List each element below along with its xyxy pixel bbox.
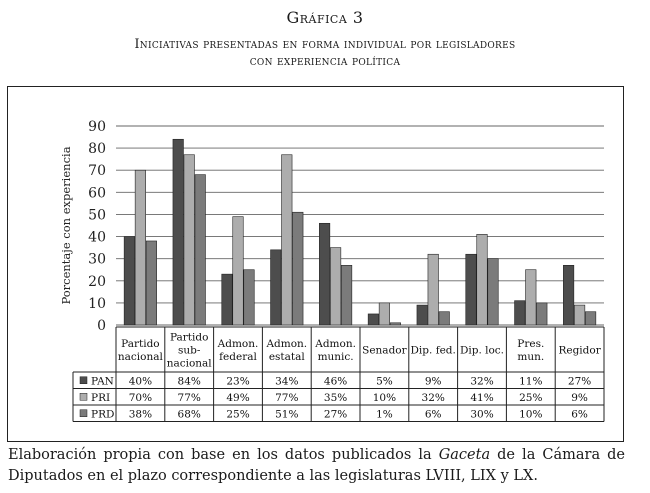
chart-title: Gráfica 3 [286,8,364,27]
bar-pan [319,223,330,325]
bar-pan [124,237,134,325]
subtitle-line-2: con experiencia política [249,53,401,68]
chart-subtitle [0,35,650,69]
data-label: 27% [323,408,348,421]
bar-pan [222,274,233,325]
bar-pri [574,305,585,325]
y-tick-label: 50 [88,207,106,224]
data-label: 32% [421,391,445,404]
bar-pan [368,314,379,325]
data-label: 23% [226,375,250,388]
bar-pri [379,303,390,325]
bar-pri [135,170,146,325]
category-label: Admon. [217,338,259,350]
bar-prd [293,212,304,325]
data-label: 70% [128,391,153,404]
category-label: munic. [317,351,354,363]
data-label: 35% [323,391,348,404]
category-label: Dip. loc. [459,344,505,357]
bar-pri [233,217,244,325]
category-label: Admon. [315,338,356,350]
y-tick-label: 60 [88,185,106,202]
category-label: Admon. [266,338,308,350]
legend-key-pri [80,393,87,400]
bar-pan [466,254,477,325]
subtitle-line-1: Iniciativas presentadas en forma individual por legisladores [134,36,516,51]
bar-prd [341,265,352,325]
bar-prd [439,312,450,325]
category-label: mun. [517,351,545,363]
bar-prd [146,241,157,325]
bar-prd [390,323,401,325]
data-label: 27% [567,375,592,388]
bar-pri [526,270,537,325]
category-label: nacional [117,351,163,363]
data-label: 40% [128,375,153,388]
y-tick-label: 40 [88,229,106,246]
data-label: 34% [275,375,299,388]
data-label: 77% [177,391,201,404]
category-label: estatal [268,351,305,363]
source-text-after: de la Cámara de Diputados en el plazo correspondiente a las legislaturas LVIII, LIX y LX. [8,447,625,484]
source-note [8,445,625,487]
category-label: Pres. [517,338,545,350]
bar-prd [585,312,596,325]
bar-pan [515,301,526,325]
data-label: 10% [519,408,543,421]
data-label: 6% [571,408,588,421]
bar-pri [330,248,341,325]
data-label: 46% [323,375,348,388]
bar-pan [173,139,184,325]
bar-prd [537,303,548,325]
y-tick-label: 90 [88,119,106,135]
legend-key-pan [80,377,87,384]
data-label: 41% [470,391,494,404]
data-label: 25% [519,391,543,404]
bar-pan [271,250,282,325]
data-label: 30% [470,408,494,421]
y-tick-label: 10 [88,295,106,312]
data-label: 6% [424,408,442,421]
legend-label-prd: PRD [91,408,115,421]
data-label: 38% [128,408,153,421]
data-label: 49% [226,391,250,404]
bar-pan [417,305,428,325]
category-label: Partido [121,338,160,350]
legend-label-pri: PRI [91,391,111,404]
legend-label-pan: PAN [91,375,114,388]
chart-frame [7,86,624,442]
bar-pan [563,265,574,325]
y-tick-label: 30 [88,251,106,268]
bar-pri [282,155,293,325]
category-label: Senador [362,344,407,357]
category-label: Regidor [558,344,601,357]
data-label: 77% [275,391,299,404]
bar-pri [184,155,195,325]
data-label: 1% [376,408,393,421]
data-label: 11% [519,375,543,388]
y-axis-label: Porcentaje con experiencia [59,146,73,305]
y-tick-label: 80 [88,141,106,158]
category-label: Partido [169,331,209,344]
data-label: 84% [177,375,201,388]
category-label: sub- [177,344,201,357]
bar-prd [488,259,499,325]
category-label: federal [219,351,257,363]
category-label: nacional [166,357,212,370]
y-tick-label: 20 [88,273,106,290]
bar-prd [244,270,255,325]
y-tick-label: 70 [88,163,106,180]
data-label: 9% [424,375,442,388]
category-label: Dip. fed. [410,344,456,357]
data-label: 5% [376,375,393,388]
data-label: 51% [275,408,299,421]
y-tick-label: 0 [97,318,106,334]
bar-chart [8,87,625,443]
data-label: 10% [372,391,397,404]
source-text-before: Elaboración propia con base en los datos publicados la [8,447,439,463]
bar-prd [195,175,206,325]
legend-key-prd [80,410,87,417]
source-text-italic: Gaceta [438,447,491,463]
bar-pri [477,234,488,325]
data-label: 32% [470,375,494,388]
data-label: 25% [226,408,250,421]
data-label: 68% [177,408,201,421]
data-label: 9% [571,391,588,404]
bar-pri [428,254,439,325]
